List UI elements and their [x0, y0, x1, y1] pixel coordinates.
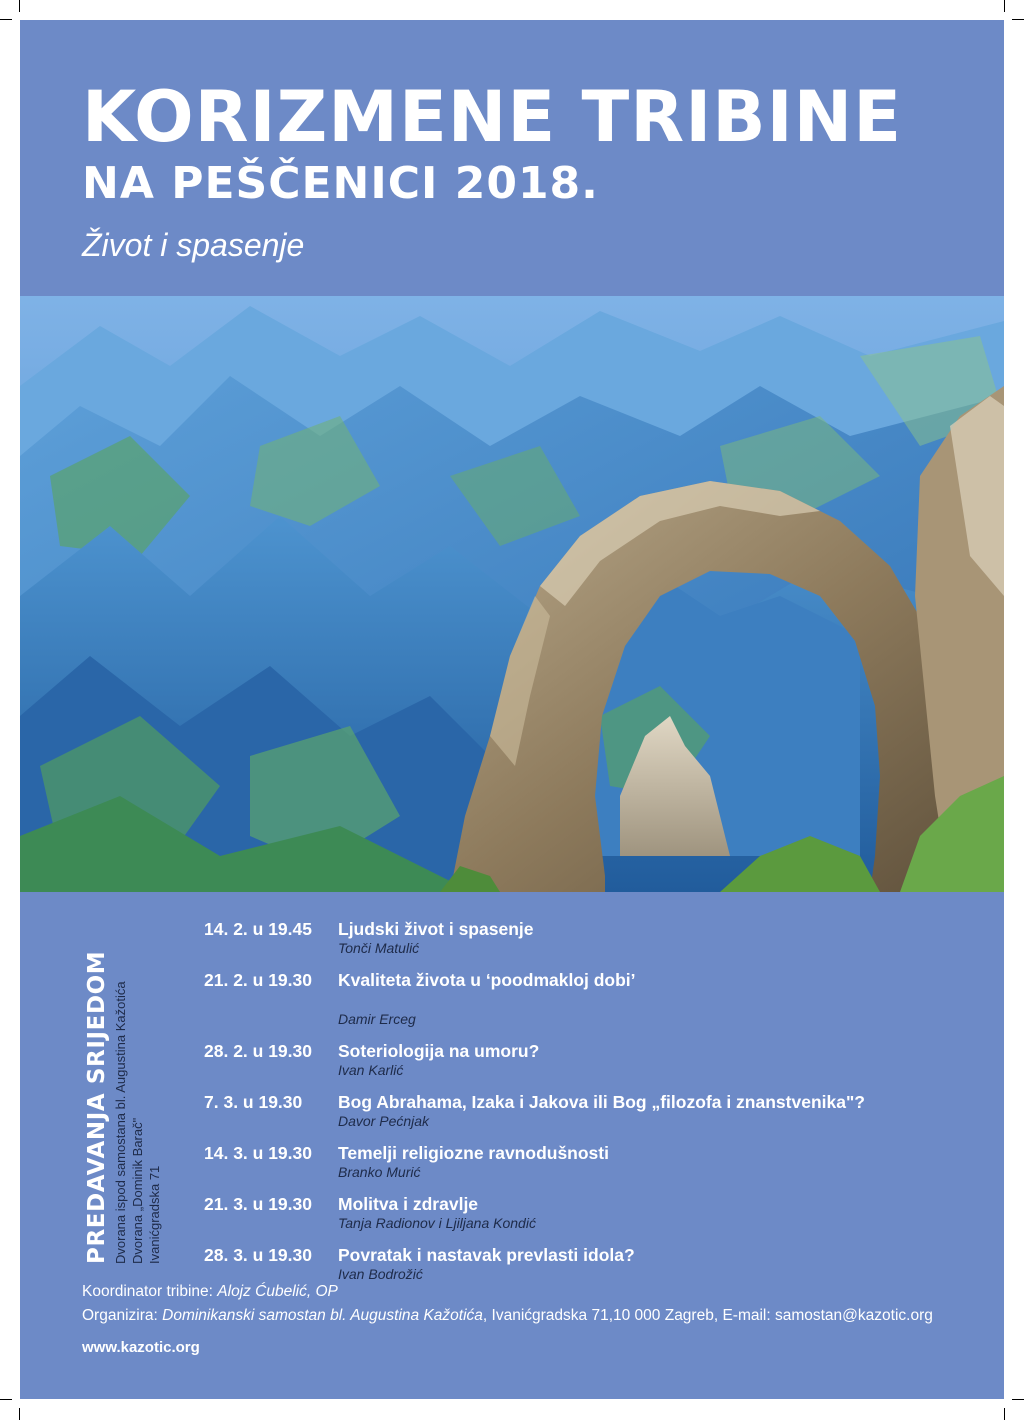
- lecture-title: Soteriologija na umoru?: [338, 1041, 540, 1061]
- lecture-item: [204, 918, 994, 969]
- title-line-1: KORIZMENE TRIBINE: [82, 76, 903, 158]
- venue-line-1: Dvorana ispod samostana bl. Augustina Kažotića: [113, 981, 128, 1264]
- venue-block: [82, 914, 192, 1264]
- lecture-speaker: Tanja Radionov i Ljiljana Kondić: [338, 1215, 536, 1231]
- lecture-date: 28. 2. u 19.30: [204, 1041, 312, 1061]
- organizer-line: [82, 1304, 933, 1328]
- crop-mark: [1004, 0, 1005, 12]
- crop-mark: [19, 1408, 20, 1420]
- lecture-date: 28. 3. u 19.30: [204, 1245, 312, 1265]
- lecture-date: 21. 3. u 19.30: [204, 1194, 312, 1214]
- lecture-speaker: Damir Erceg: [338, 1011, 416, 1027]
- lecture-speaker: Davor Pećnjak: [338, 1113, 430, 1129]
- crop-mark: [1004, 1408, 1005, 1420]
- lecture-date: 14. 2. u 19.45: [204, 919, 312, 939]
- lecture-title: Povratak i nastavak prevlasti idola?: [338, 1245, 635, 1265]
- lecture-title: Bog Abrahama, Izaka i Jakova ili Bog „filozofa i znanstvenika"?: [338, 1092, 865, 1112]
- lecture-speaker: Branko Murić: [338, 1164, 421, 1180]
- website-link[interactable]: www.kazotic.org: [82, 1339, 200, 1356]
- lecture-item: [204, 1142, 994, 1193]
- venue-address: Ivanićgradska 71: [147, 1165, 162, 1264]
- crop-mark: [1012, 1399, 1024, 1400]
- lectures-heading: PREDAVANJA SRIJEDOM: [84, 950, 110, 1264]
- lecture-title: Kvaliteta života u ‘poodmakloj dobi’: [338, 970, 636, 990]
- organizer-label: Organizira:: [82, 1307, 158, 1324]
- lecture-speaker: Ivan Karlić: [338, 1062, 404, 1078]
- lecture-date: 21. 2. u 19.30: [204, 970, 312, 990]
- mountain-rock-arch-photo: [20, 296, 1004, 892]
- title-line-2: NA PEŠČENICI 2018.: [82, 158, 599, 209]
- lecture-item: [204, 969, 994, 1040]
- lecture-item: [204, 1193, 994, 1244]
- lecture-item: [204, 1091, 994, 1142]
- lecture-speaker: Tonči Matulić: [338, 940, 420, 956]
- poster: [20, 20, 1004, 1399]
- lecture-title: Temelji religiozne ravnodušnosti: [338, 1143, 609, 1163]
- lecture-item: [204, 1040, 994, 1091]
- lecture-schedule: [204, 918, 994, 1295]
- lecture-title: Ljudski život i spasenje: [338, 919, 534, 939]
- crop-mark: [19, 0, 20, 12]
- organizer-contact: , Ivanićgradska 71,10 000 Zagreb, E-mail: samostan@kazotic.org: [482, 1307, 933, 1324]
- subtitle: Život i spasenje: [82, 227, 305, 263]
- lecture-date: 14. 3. u 19.30: [204, 1143, 312, 1163]
- footer: [82, 1280, 933, 1360]
- coordinator-line: [82, 1280, 933, 1304]
- coordinator-label: Koordinator tribine:: [82, 1283, 213, 1300]
- coordinator-name: Alojz Ćubelić, OP: [217, 1283, 338, 1300]
- crop-mark: [1012, 19, 1024, 20]
- crop-mark: [0, 1399, 12, 1400]
- lecture-title: Molitva i zdravlje: [338, 1194, 479, 1214]
- lecture-date: 7. 3. u 19.30: [204, 1092, 303, 1112]
- venue-line-2: Dvorana „Dominik Barač": [130, 1117, 145, 1264]
- organizer-name: Dominikanski samostan bl. Augustina Kažotića: [162, 1307, 483, 1324]
- crop-mark: [0, 19, 12, 20]
- lecture-speaker: Ivan Bodrožić: [338, 1266, 423, 1282]
